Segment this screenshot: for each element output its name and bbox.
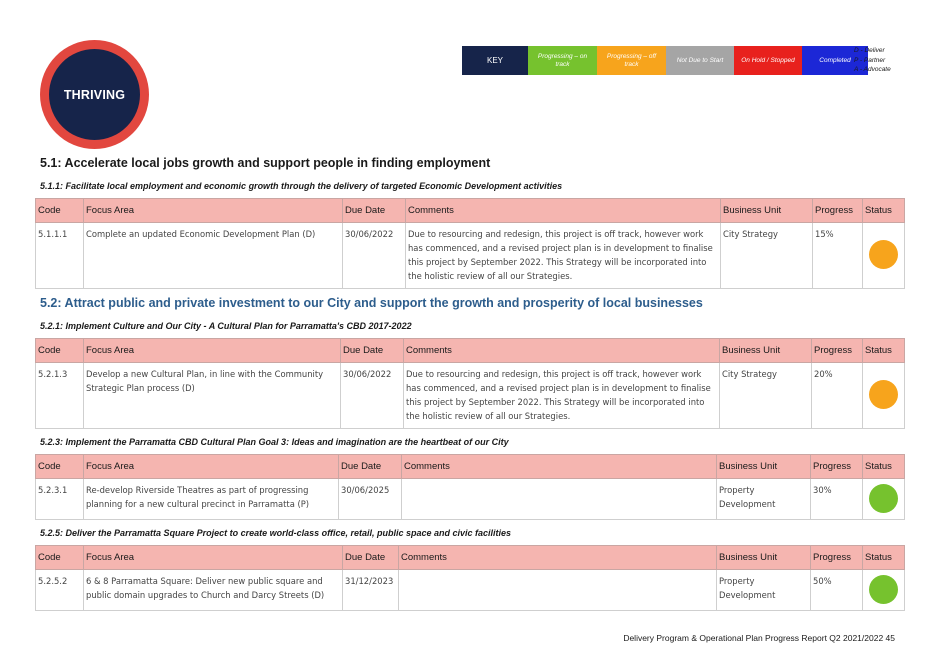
cell-code: 5.2.5.2 <box>36 570 84 611</box>
col-comments: Comments <box>402 455 717 479</box>
cell-focus-area: 6 & 8 Parramatta Square: Deliver new public square and public domain upgrades to Church and Darcy Streets (D) <box>84 570 343 611</box>
legend-advocate: A - Advocate <box>854 66 891 73</box>
section-heading-5-2: 5.2: Attract public and private investment to our City and support the growth and prosperity of local businesses <box>40 296 703 310</box>
cell-due-date: 30/06/2022 <box>341 363 404 429</box>
col-progress: Progress <box>812 339 863 363</box>
status-dot-on-track <box>869 484 898 513</box>
col-comments: Comments <box>406 199 721 223</box>
col-due-date: Due Date <box>343 546 399 570</box>
cell-focus-area: Re-develop Riverside Theatres as part of progressing planning for a new cultural precinct in Parramatta (P) <box>84 479 339 520</box>
col-due-date: Due Date <box>343 199 406 223</box>
col-progress: Progress <box>811 546 863 570</box>
col-code: Code <box>36 339 84 363</box>
subsection-heading-5-2-1: 5.2.1: Implement Culture and Our City - A Cultural Plan for Parramatta's CBD 2017-2022 <box>40 321 412 331</box>
cell-business-unit: Property Development <box>717 570 811 611</box>
col-code: Code <box>36 455 84 479</box>
cell-business-unit: City Strategy <box>720 363 812 429</box>
col-business-unit: Business Unit <box>717 546 811 570</box>
cell-due-date: 31/12/2023 <box>343 570 399 611</box>
role-legend <box>854 46 891 75</box>
cell-status <box>863 363 905 429</box>
key-completed: Completed <box>802 46 868 75</box>
cell-business-unit: City Strategy <box>721 223 813 289</box>
table-row <box>36 223 905 289</box>
col-code: Code <box>36 546 84 570</box>
table-header-row <box>36 546 905 570</box>
col-status: Status <box>863 546 905 570</box>
col-status: Status <box>863 199 905 223</box>
thriving-badge-label: THRIVING <box>49 49 140 140</box>
cell-progress: 20% <box>812 363 863 429</box>
table-5-2-1 <box>35 338 905 429</box>
table-header-row <box>36 199 905 223</box>
col-business-unit: Business Unit <box>717 455 811 479</box>
cell-progress: 50% <box>811 570 863 611</box>
cell-status <box>863 570 905 611</box>
table-header-row <box>36 339 905 363</box>
status-dot-on-track <box>869 575 898 604</box>
legend-partner: P - Partner <box>854 56 886 64</box>
col-code: Code <box>36 199 84 223</box>
col-focus-area: Focus Area <box>84 199 343 223</box>
col-progress: Progress <box>811 455 863 479</box>
col-comments: Comments <box>399 546 717 570</box>
col-status: Status <box>863 455 905 479</box>
subsection-heading-5-2-5: 5.2.5: Deliver the Parramatta Square Project to create world-class office, retail, public space and civic facilities <box>40 528 512 538</box>
table-row <box>36 479 905 520</box>
cell-due-date: 30/06/2025 <box>339 479 402 520</box>
cell-comments <box>402 479 717 520</box>
key-not-due: Not Due to Start <box>666 46 734 75</box>
col-comments: Comments <box>404 339 720 363</box>
key-progressing-off-track: Progressing – off track <box>597 46 666 75</box>
cell-focus-area: Complete an updated Economic Development Plan (D) <box>84 223 343 289</box>
table-5-2-5 <box>35 545 905 611</box>
page-footer: Delivery Program & Operational Plan Progress Report Q2 2021/2022 45 <box>623 633 895 643</box>
table-5-1-1 <box>35 198 905 289</box>
status-dot-off-track <box>869 240 898 269</box>
table-header-row <box>36 455 905 479</box>
col-due-date: Due Date <box>341 339 404 363</box>
cell-status <box>863 479 905 520</box>
col-business-unit: Business Unit <box>720 339 812 363</box>
col-focus-area: Focus Area <box>84 455 339 479</box>
cell-status <box>863 223 905 289</box>
cell-progress: 15% <box>813 223 863 289</box>
key-title: KEY <box>462 46 528 75</box>
cell-progress: 30% <box>811 479 863 520</box>
col-progress: Progress <box>813 199 863 223</box>
table-row <box>36 570 905 611</box>
status-key <box>462 46 868 75</box>
cell-code: 5.2.1.3 <box>36 363 84 429</box>
cell-comments <box>399 570 717 611</box>
col-business-unit: Business Unit <box>721 199 813 223</box>
status-dot-off-track <box>869 380 898 409</box>
cell-code: 5.2.3.1 <box>36 479 84 520</box>
key-on-hold: On Hold / Stopped <box>734 46 802 75</box>
cell-focus-area: Develop a new Cultural Plan, in line with the Community Strategic Plan process (D) <box>84 363 341 429</box>
table-row <box>36 363 905 429</box>
table-5-2-3 <box>35 454 905 520</box>
col-focus-area: Focus Area <box>84 546 343 570</box>
section-heading-5-1: 5.1: Accelerate local jobs growth and support people in finding employment <box>40 156 491 170</box>
cell-comments: Due to resourcing and redesign, this project is off track, however work has commenced, and a revised project plan is in development to finalise this project by September 2022. This Strategy will be incorporated into the holistic review of all our Strategies. <box>406 223 721 289</box>
cell-comments: Due to resourcing and redesign, this project is off track, however work has commenced, and a revised project plan is in development to finalise this project by September 2022. This Strategy will be incorporated into the holistic review of all our Strategies. <box>404 363 720 429</box>
subsection-heading-5-2-3: 5.2.3: Implement the Parramatta CBD Cultural Plan Goal 3: Ideas and imagination are the heartbeat of our City <box>40 437 509 447</box>
thriving-badge <box>40 40 149 149</box>
cell-due-date: 30/06/2022 <box>343 223 406 289</box>
subsection-heading-5-1-1: 5.1.1: Facilitate local employment and economic growth through the delivery of targeted Economic Development activities <box>40 181 563 191</box>
cell-business-unit: Property Development <box>717 479 811 520</box>
col-focus-area: Focus Area <box>84 339 341 363</box>
cell-code: 5.1.1.1 <box>36 223 84 289</box>
col-due-date: Due Date <box>339 455 402 479</box>
col-status: Status <box>863 339 905 363</box>
legend-deliver: D - Deliver <box>854 47 885 54</box>
key-progressing-on-track: Progressing – on track <box>528 46 597 75</box>
